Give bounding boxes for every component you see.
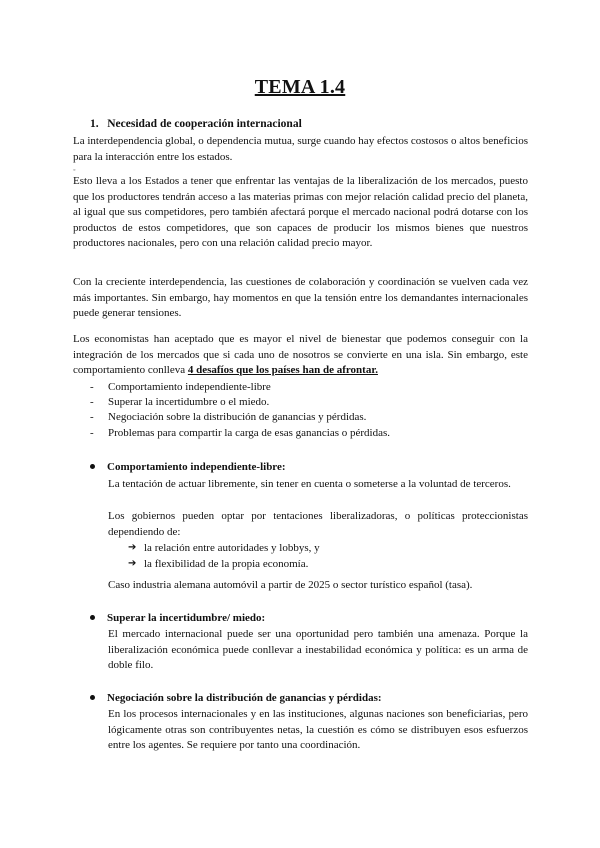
dependency-list [128,540,320,572]
paragraph-liberalization: Esto lleva a los Estados a tener que enfrentar las ventajas de la liberalización de los mercados, puesto que los productores tendrán acceso a las materias primas con mejor relación calidad precio del planeta, al igual que sus competidores, pero también afectará porque el mercado nacional podrá dotarse con los productos de estos competidores, que son capaces de producir los mismos bienes que nuestros productores nacionales, pero con una relación calidad precio mayor. [73,175,528,250]
arrow-right-icon: ➔ [128,542,137,553]
list-item [128,556,320,572]
bullet-heading-text: Superar la incertidumbre/ miedo: [107,612,266,624]
page-title: TEMA 1.4 [254,76,346,98]
bullet-dot-icon [90,695,95,700]
paragraph-case: Caso industria alemana automóvil a partir de 2025 o sector turístico español (tasa). [108,579,473,591]
paragraph-processes: En los procesos internacionales y en las instituciones, algunas naciones son beneficiarias, pero lógicamente otras son contribuyentes netas, la cuestión es cómo se distribuyen esos esfuerzos entre los agentes. Se requiere por tanto una coordinación. [108,708,528,752]
paragraph-market: El mercado internacional puede ser una oportunidad pero también una amenaza. Porque la liberalización económica puede conllevar a inestabilidad económica y política: es un arma de doble filo. [108,628,528,672]
bullet-dot-icon [90,615,95,620]
list-item-text: la relación entre autoridades y lobbys, y [144,542,320,554]
list-item: - Negociación sobre la distribución de ganancias y pérdidas. [90,410,530,425]
list-item: - Problemas para compartir la carga de esas ganancias o pérdidas. [90,426,530,441]
paragraph-coordination: Con la creciente interdependencia, las cuestiones de colaboración y coordinación se vuelven cada vez más importantes. Sin embargo, hay momentos en que la tensión entre los demandantes internacionales puede generar tensiones. [73,276,528,320]
arrow-right-icon: ➔ [128,558,137,569]
list-item: - Comportamiento independiente-libre [90,380,530,395]
bullet-heading-behavior [90,461,286,473]
section-heading [90,118,302,130]
paragraph-economists [73,332,528,379]
challenges-emphasis: 4 desafíos que los países han de afrontar. [187,364,378,377]
bullet-heading-text: Negociación sobre la distribución de ganancias y pérdidas: [107,692,382,704]
list-item [128,540,320,556]
challenges-list [90,380,530,441]
bullet-dot-icon [90,464,95,469]
bullet-heading-text: Comportamiento independiente-libre: [107,461,286,473]
section-heading-text: Necesidad de cooperación internacional [107,118,302,130]
list-item-text: la flexibilidad de la propia economía. [144,558,309,570]
paragraph-governments: Los gobiernos pueden optar por tentaciones liberalizadoras, o políticas proteccionistas dependiendo de: [108,510,528,538]
bullet-heading-negotiation [90,692,382,704]
section-number: 1. [90,118,99,130]
paragraph-economists-text: Los economistas han aceptado que es mayor el nivel de bienestar que podemos conseguir con la integración de los mercados que si cada uno de nosotros se convierte en una isla. Sin embargo, este comportamiento conlleva [73,333,528,377]
list-item: - Superar la incertidumbre o el miedo. [90,395,530,410]
small-mark-icon: ◦ [73,166,76,174]
bullet-heading-uncertainty [90,612,265,624]
paragraph-temptation: La tentación de actuar libremente, sin tener en cuenta o someterse a la voluntad de terceros. [108,478,511,490]
paragraph-interdependence: La interdependencia global, o dependencia mutua, surge cuando hay efectos costosos o altos beneficios para la interacción entre los estados. [73,135,528,163]
